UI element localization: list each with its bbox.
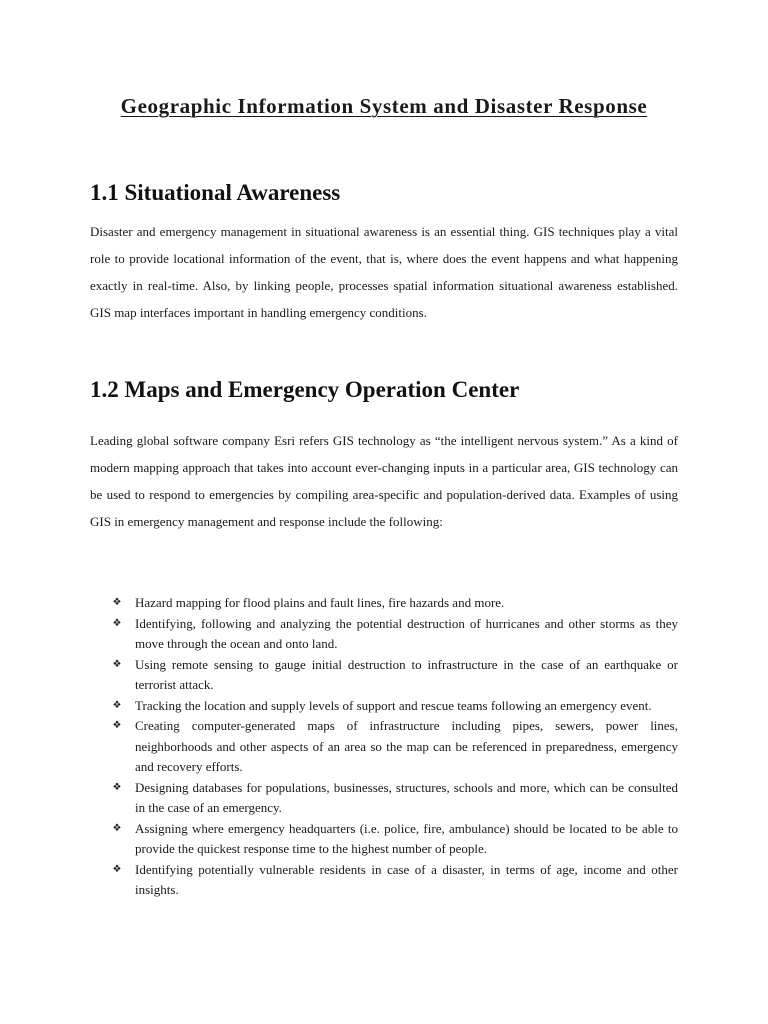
gis-uses-bullet-list <box>110 593 678 901</box>
list-item <box>110 593 678 614</box>
list-item-text: Hazard mapping for flood plains and fault lines, fire hazards and more. <box>135 595 505 610</box>
list-item-text: Assigning where emergency headquarters (i.e. police, fire, ambulance) should be located to be able to provide the quickest response time to the highest number of people. <box>135 820 678 856</box>
list-item-text: Designing databases for populations, businesses, structures, schools and more, which can be consulted in the case of an emergency. <box>135 779 678 815</box>
list-item <box>110 778 678 819</box>
diamond-bullet-icon: ❖ <box>112 822 122 834</box>
list-item-text: Using remote sensing to gauge initial destruction to infrastructure in the case of an earthquake or terrorist attack. <box>135 656 678 692</box>
list-item-text: Creating computer-generated maps of infrastructure including pipes, sewers, power lines, neighborhoods and other aspects of an area so the map can be referenced in preparedness, emergency and recovery efforts. <box>135 718 678 774</box>
list-item-text: Tracking the location and supply levels of support and rescue teams following an emergency event. <box>135 697 652 713</box>
diamond-bullet-icon: ❖ <box>112 597 122 608</box>
diamond-bullet-icon: ❖ <box>112 720 122 731</box>
list-item <box>110 614 678 655</box>
list-item-text: Identifying, following and analyzing the potential destruction of hurricanes and other storms as they move through the ocean and onto land. <box>135 615 678 651</box>
diamond-bullet-icon: ❖ <box>112 781 122 793</box>
situational-awareness-paragraph: Disaster and emergency management in situational awareness is an essential thing. GIS techniques play a vital role to provide locational information of the event, that is, where does the event happens and what happening exactly in real-time. Also, by linking people, processes spatial information situational awareness established. GIS map interfaces important in handling emergency conditions. <box>90 224 678 320</box>
list-item <box>110 860 678 901</box>
section-heading-situational-awareness: 1.1 Situational Awareness <box>90 180 341 205</box>
section-heading-maps-emergency-operation-center: 1.2 Maps and Emergency Operation Center <box>90 377 520 402</box>
list-item <box>110 819 678 860</box>
maps-emergency-operation-center-paragraph: Leading global software company Esri refers GIS technology as “the intelligent nervous system.” As a kind of modern mapping approach that takes into account ever-changing inputs in a particular area, GIS technology can be used to respond to emergencies by compiling area-specific and population-derived data. Examples of using GIS in emergency management and response include the following: <box>90 433 678 529</box>
list-item <box>110 696 678 717</box>
diamond-bullet-icon: ❖ <box>112 617 122 629</box>
document-title <box>90 93 678 120</box>
document-title-text: Geographic Information System and Disaster Response <box>120 94 648 118</box>
document-page <box>90 0 678 1024</box>
list-item <box>110 716 678 778</box>
diamond-bullet-icon: ❖ <box>112 658 122 670</box>
diamond-bullet-icon: ❖ <box>112 863 122 875</box>
diamond-bullet-icon: ❖ <box>112 699 122 711</box>
list-item <box>110 655 678 696</box>
list-item-text: Identifying potentially vulnerable residents in case of a disaster, in terms of age, income and other insights. <box>135 861 678 897</box>
